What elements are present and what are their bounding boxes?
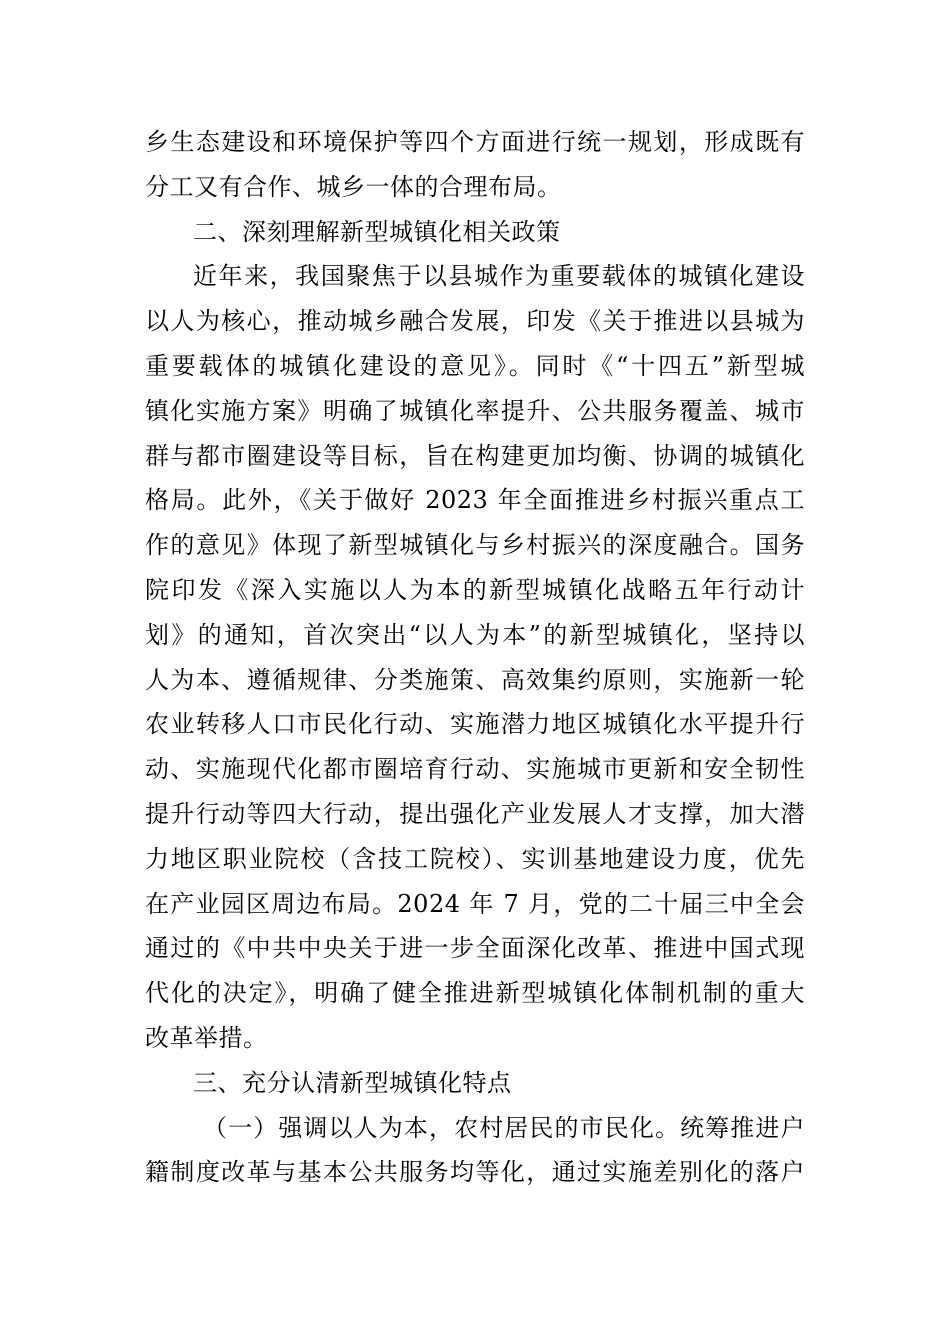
paragraph-line: 分工又有合作、城乡一体的合理布局。 (145, 172, 562, 201)
paragraph-line: 镇化实施方案》明确了城镇化率提升、公共服务覆盖、城市 (145, 396, 805, 425)
paragraph-line: 在产业园区周边布局。2024 年 7 月，党的二十届三中全会 (145, 889, 805, 918)
paragraph-line: 作的意见》体现了新型城镇化与乡村振兴的深度融合。国务 (145, 531, 805, 560)
paragraph-line: 改革举措。 (145, 1023, 268, 1052)
paragraph-line: 提升行动等四大行动，提出强化产业发展人才支撑，加大潜 (145, 799, 805, 828)
paragraph-line: 通过的《中共中央关于进一步全面深化改革、推进中国式现 (145, 934, 805, 963)
paragraph-line: 力地区职业院校（含技工院校）、实训基地建设力度，优先 (145, 844, 805, 873)
paragraph-line: 近年来，我国聚焦于以县城作为重要载体的城镇化建设 (193, 262, 805, 291)
paragraph-line: 划》的通知，首次突出“以人为本”的新型城镇化，坚持以 (145, 620, 805, 649)
section-heading-2: 二、深刻理解新型城镇化相关政策 (193, 217, 561, 246)
paragraph-line: 人为本、遵循规律、分类施策、高效集约原则，实施新一轮 (145, 665, 805, 694)
document-body (145, 120, 805, 1195)
paragraph-line: 以人为核心，推动城乡融合发展，印发《关于推进以县城为 (145, 307, 805, 336)
section-heading-3: 三、充分认清新型城镇化特点 (193, 1068, 512, 1097)
paragraph-line: 籍制度改革与基本公共服务均等化，通过实施差别化的落户 (145, 1158, 805, 1187)
paragraph-line: 院印发《深入实施以人为本的新型城镇化战略五年行动计 (145, 575, 805, 604)
subsection-line: （一）强调以人为本，农村居民的市民化。统筹推进户 (203, 1113, 805, 1142)
paragraph-line: 动、实施现代化都市圈培育行动、实施城市更新和安全韧性 (145, 755, 805, 784)
paragraph-line: 农业转移人口市民化行动、实施潜力地区城镇化水平提升行 (145, 710, 805, 739)
paragraph-line: 格局。此外，《关于做好 2023 年全面推进乡村振兴重点工 (145, 486, 805, 515)
paragraph-line: 乡生态建设和环境保护等四个方面进行统一规划，形成既有 (145, 128, 805, 156)
paragraph-line: 重要载体的城镇化建设的意见》。同时《“十四五”新型城 (145, 351, 805, 380)
paragraph-line: 代化的决定》，明确了健全推进新型城镇化体制机制的重大 (145, 979, 805, 1008)
paragraph-line: 群与都市圈建设等目标，旨在构建更加均衡、协调的城镇化 (145, 441, 805, 470)
